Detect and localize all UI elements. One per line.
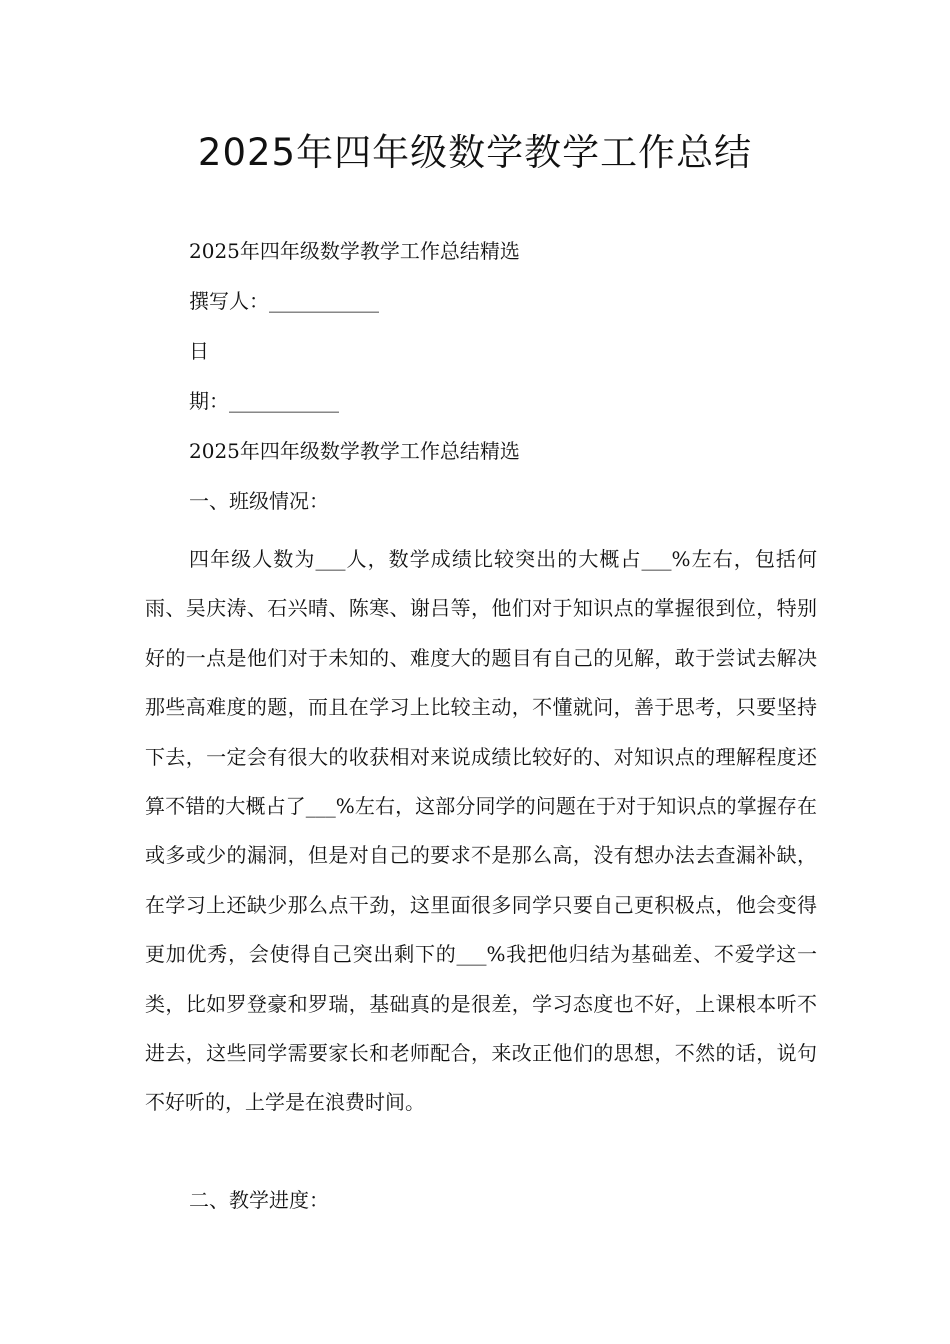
document-title: 2025年四年级数学教学工作总结: [197, 131, 753, 174]
section-2-heading: 二、教学进度：: [189, 1188, 329, 1212]
document-subtitle-repeat: 2025年四年级数学教学工作总结精选: [189, 439, 520, 463]
date-line: 期：___________: [189, 389, 339, 413]
document-subtitle: 2025年四年级数学教学工作总结精选: [189, 239, 520, 263]
section-1-heading: 一、班级情况：: [189, 489, 329, 513]
date-line-label: 日: [189, 339, 209, 363]
section-1-body: 四年级人数为___人，数学成绩比较突出的大概占___%左右，包括何雨、吴庆涛、石兴晴、陈寒、谢吕等，他们对于知识点的掌握很到位，特别好的一点是他们对于未知的、难度大的题目有自己的见解，敢于尝试去解决那些高难度的题，而且在学习上比较主动，不懂就问，善于思考，只要坚持下去，一定会有很大的收获相对来说成绩比较好的、对知识点的理解程度还算不错的大概占了___%左右，这部分同学的问题在于对于知识点的掌握存在或多或少的漏洞，但是对自己的要求不是那么高，没有想办法去查漏补缺，在学习上还缺少那么点干劲，这里面很多同学只要自己更积极点，他会变得更加优秀，会使得自己突出剩下的___%我把他归结为基础差、不爱学这一类，比如罗登豪和罗瑞，基础真的是很差，学习态度也不好，上课根本听不进去，这些同学需要家长和老师配合，来改正他们的思想，不然的话，说句不好听的，上学是在浪费时间。: [145, 547, 817, 1115]
author-line: 撰写人：___________: [189, 289, 379, 313]
